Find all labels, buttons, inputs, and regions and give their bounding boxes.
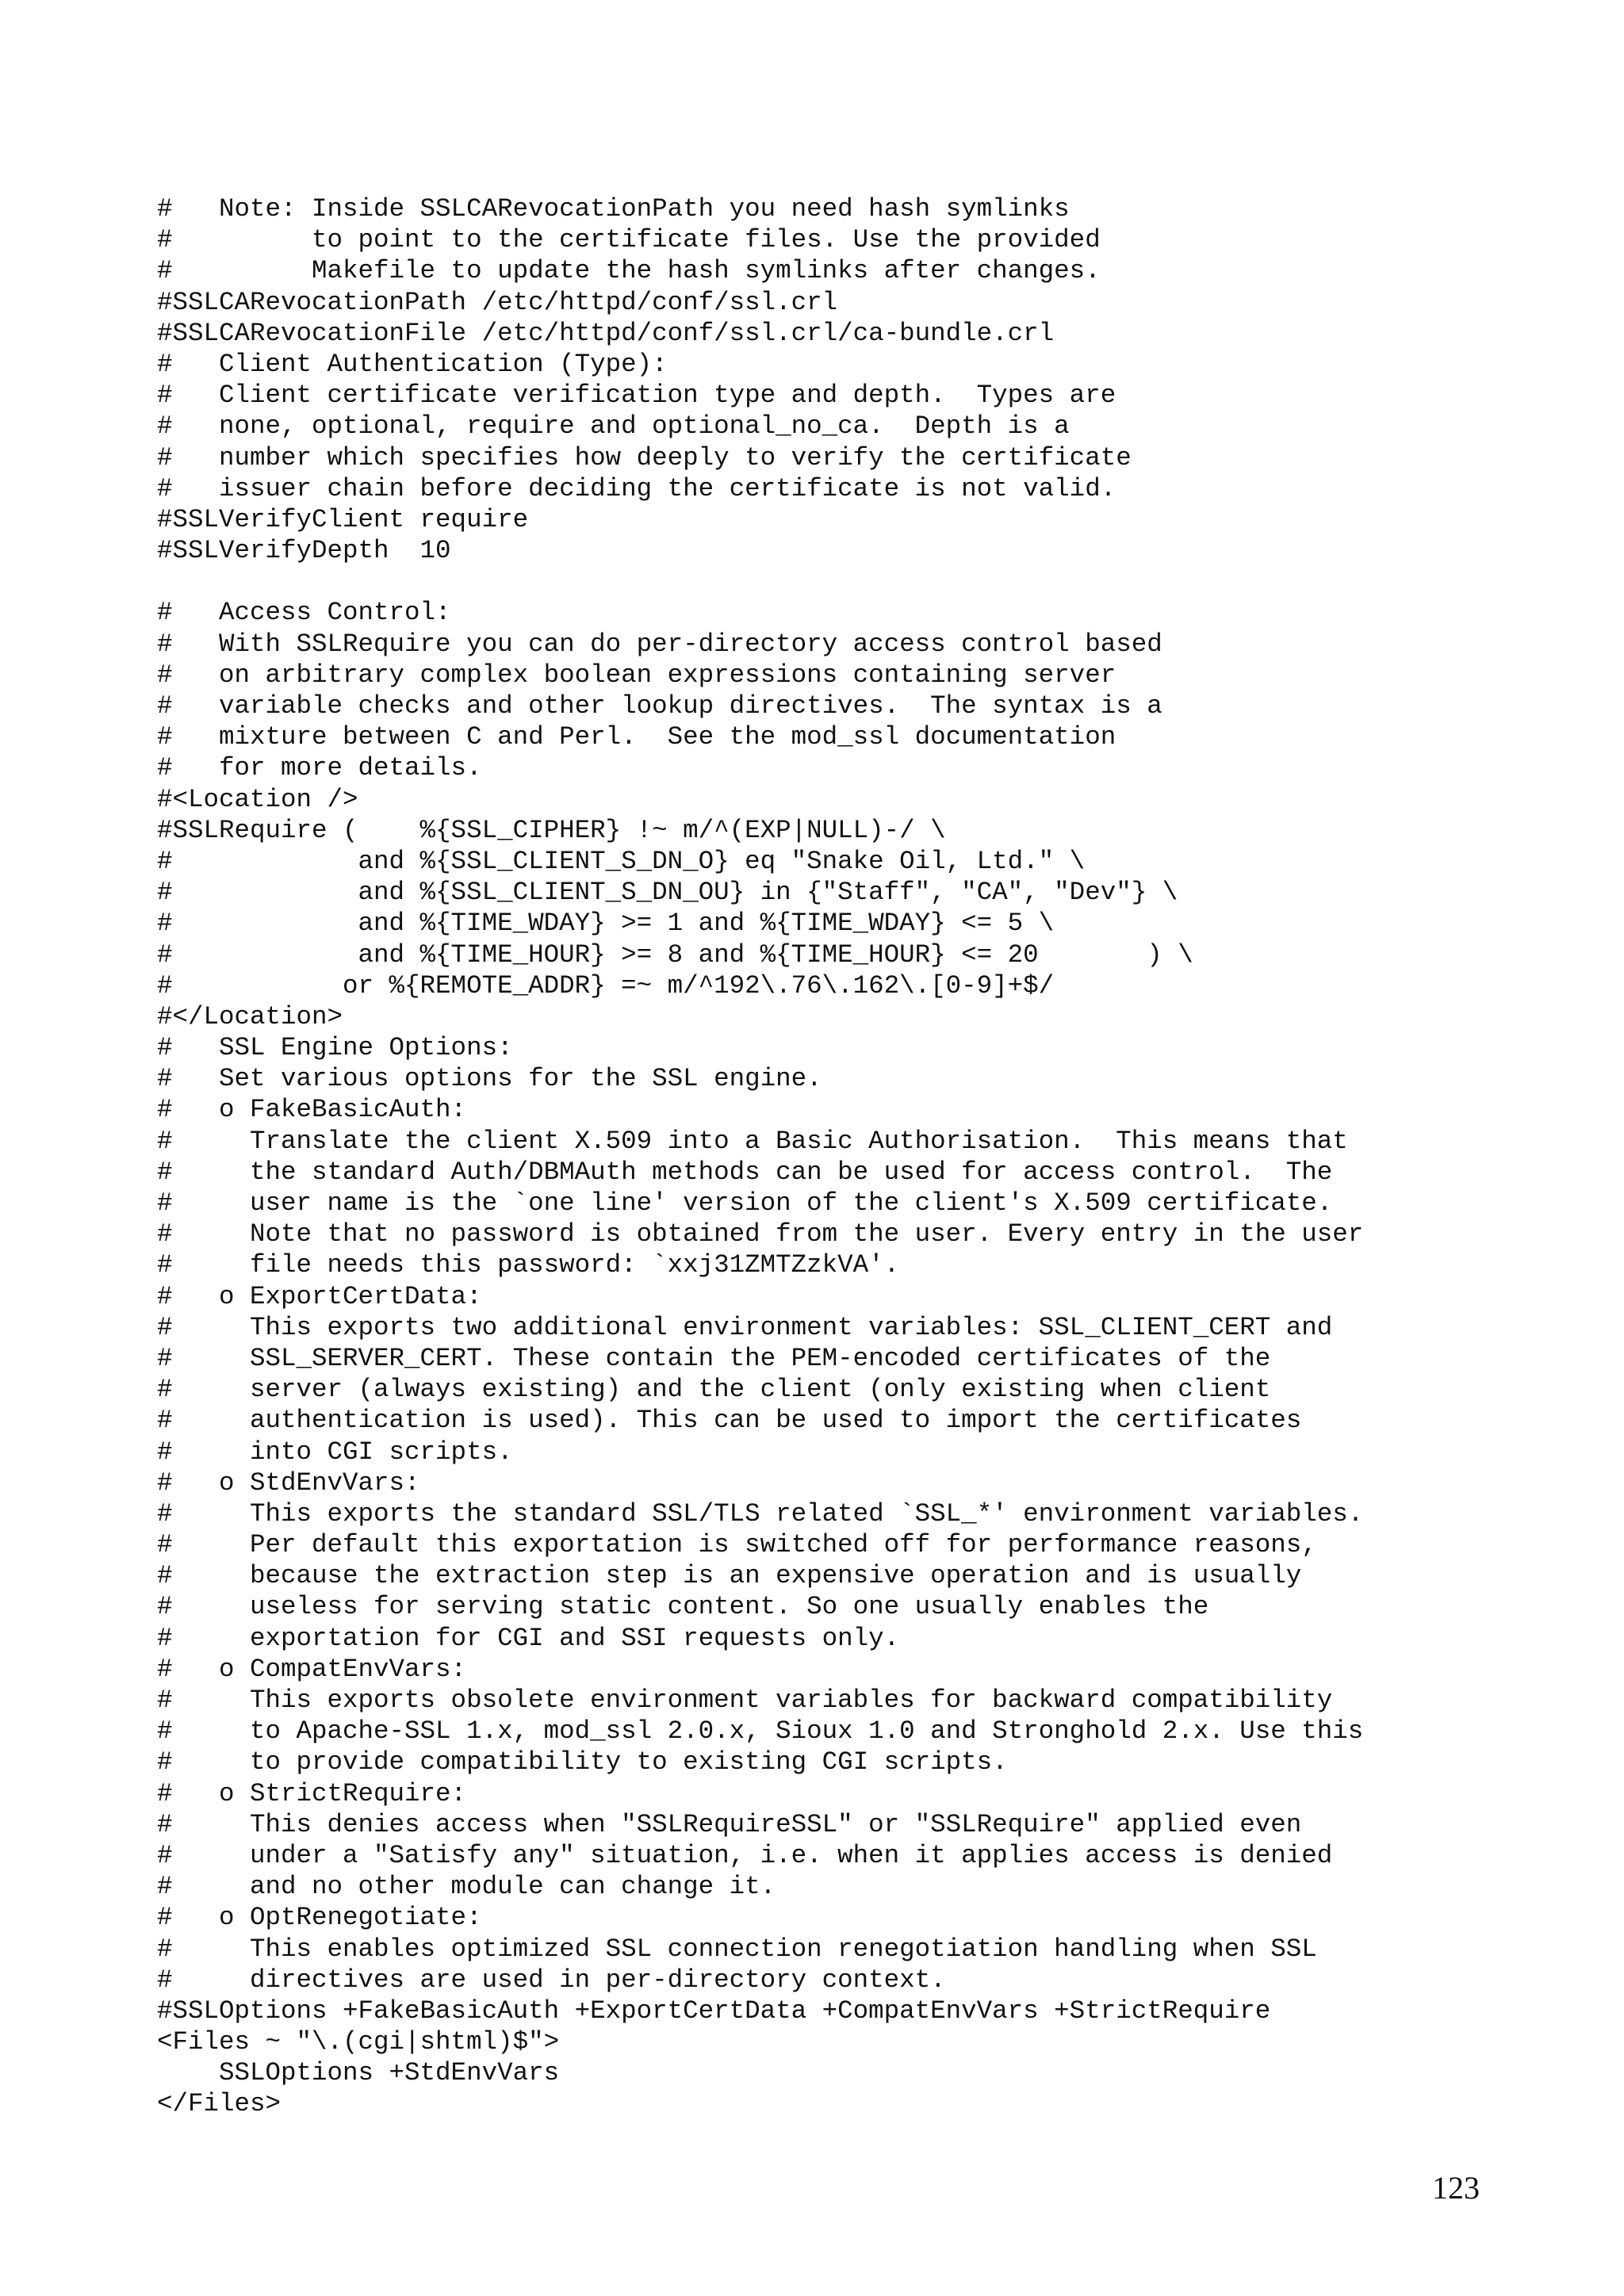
code-line: # Per default this exportation is switched off for performance reasons,	[157, 1530, 1317, 1560]
code-line: # to point to the certificate files. Use the provided	[157, 225, 1101, 255]
code-line: # and %{SSL_CLIENT_S_DN_OU} in {"Staff", "CA", "Dev"} \	[157, 878, 1178, 908]
code-line: # the standard Auth/DBMAuth methods can be used for access control. The	[157, 1157, 1333, 1187]
code-line: # to provide compatibility to existing CGI scripts.	[157, 1747, 1008, 1777]
code-line: # to Apache-SSL 1.x, mod_ssl 2.0.x, Sioux 1.0 and Stronghold 2.x. Use this	[157, 1716, 1364, 1747]
code-line: #</Location>	[157, 1001, 343, 1031]
page-number: 123	[1432, 2170, 1480, 2206]
code-line: # This exports two additional environment variables: SSL_CLIENT_CERT and	[157, 1312, 1333, 1342]
code-line: # Client certificate verification type and depth. Types are	[157, 381, 1116, 411]
code-line: #SSLCARevocationFile /etc/httpd/conf/ssl.crl/ca-bundle.crl	[157, 318, 1055, 348]
code-line: # This denies access when "SSLRequireSSL" or "SSLRequire" applied even	[157, 1809, 1302, 1839]
code-line: # file needs this password: `xxj31ZMTZzkVA'.	[157, 1250, 900, 1280]
code-line: # on arbitrary complex boolean expressions containing server	[157, 660, 1116, 690]
code-line: # exportation for CGI and SSI requests only.	[157, 1623, 900, 1653]
code-line: # o FakeBasicAuth:	[157, 1095, 467, 1125]
code-line: # directives are used in per-directory context.	[157, 1965, 946, 1995]
code-line: # into CGI scripts.	[157, 1437, 513, 1467]
code-line: # Note that no password is obtained from the user. Every entry in the user	[157, 1219, 1364, 1249]
code-line: # mixture between C and Perl. See the mod_ssl documentation	[157, 722, 1116, 752]
code-line: #SSLVerifyDepth 10	[157, 536, 451, 566]
code-line: #SSLRequire ( %{SSL_CIPHER} !~ m/^(EXP|NULL)-/ \	[157, 815, 946, 845]
code-line: # and %{SSL_CLIENT_S_DN_O} eq "Snake Oil, Ltd." \	[157, 846, 1086, 876]
code-line: # This exports obsolete environment variables for backward compatibility	[157, 1686, 1333, 1715]
config-code-block	[157, 193, 1363, 2120]
code-line: # server (always existing) and the client (only existing when client	[157, 1375, 1271, 1405]
code-line: # o ExportCertData:	[157, 1281, 482, 1311]
code-line: # With SSLRequire you can do per-directory access control based	[157, 629, 1162, 659]
code-line: # SSL_SERVER_CERT. These contain the PEM-encoded certificates of the	[157, 1343, 1271, 1373]
code-line: # This exports the standard SSL/TLS related `SSL_*' environment variables.	[157, 1498, 1364, 1529]
code-line: # Client Authentication (Type):	[157, 349, 668, 379]
code-line: #<Location />	[157, 784, 358, 814]
code-line: # This enables optimized SSL connection renegotiation handling when SSL	[157, 1934, 1317, 1964]
code-line: # SSL Engine Options:	[157, 1033, 513, 1063]
code-line: #SSLOptions +FakeBasicAuth +ExportCertData +CompatEnvVars +StrictRequire	[157, 1996, 1271, 2026]
code-line: # and no other module can change it.	[157, 1872, 776, 1902]
code-line: # Makefile to update the hash symlinks after changes.	[157, 256, 1101, 286]
code-line: # authentication is used). This can be used to import the certificates	[157, 1406, 1302, 1436]
code-line: # Access Control:	[157, 598, 451, 628]
code-line: # o CompatEnvVars:	[157, 1654, 467, 1684]
code-line: # for more details.	[157, 753, 482, 783]
code-line: <Files ~ "\.(cgi|shtml)$">	[157, 2027, 560, 2057]
code-line: # Set various options for the SSL engine.	[157, 1064, 822, 1094]
code-line: # useless for serving static content. So one usually enables the	[157, 1592, 1209, 1622]
code-line: SSLOptions +StdEnvVars	[157, 2058, 560, 2088]
code-line: </Files>	[157, 2089, 282, 2119]
code-line: # o StdEnvVars:	[157, 1468, 420, 1498]
code-line: # variable checks and other lookup directives. The syntax is a	[157, 691, 1162, 721]
code-line: # and %{TIME_HOUR} >= 8 and %{TIME_HOUR} <= 20 ) \	[157, 939, 1193, 970]
code-line: # number which specifies how deeply to verify the certificate	[157, 442, 1132, 473]
code-line: #SSLCARevocationPath /etc/httpd/conf/ssl.crl	[157, 287, 838, 317]
code-line: # or %{REMOTE_ADDR} =~ m/^192\.76\.162\.[0-9]+$/	[157, 970, 1055, 1001]
code-line: # Translate the client X.509 into a Basic Authorisation. This means that	[157, 1126, 1348, 1156]
code-line: # o StrictRequire:	[157, 1778, 467, 1808]
code-line: #SSLVerifyClient require	[157, 504, 529, 534]
code-line: # user name is the `one line' version of the client's X.509 certificate.	[157, 1188, 1333, 1218]
code-line: # o OptRenegotiate:	[157, 1903, 482, 1933]
code-line: # Note: Inside SSLCARevocationPath you need hash symlinks	[157, 194, 1070, 224]
code-line: # none, optional, require and optional_no_ca. Depth is a	[157, 411, 1070, 442]
code-line: # because the extraction step is an expensive operation and is usually	[157, 1561, 1302, 1591]
code-line: # and %{TIME_WDAY} >= 1 and %{TIME_WDAY} <= 5 \	[157, 909, 1055, 939]
code-line: # issuer chain before deciding the certificate is not valid.	[157, 473, 1116, 503]
blank-line	[157, 566, 1363, 597]
code-line: # under a "Satisfy any" situation, i.e. when it applies access is denied	[157, 1840, 1333, 1870]
